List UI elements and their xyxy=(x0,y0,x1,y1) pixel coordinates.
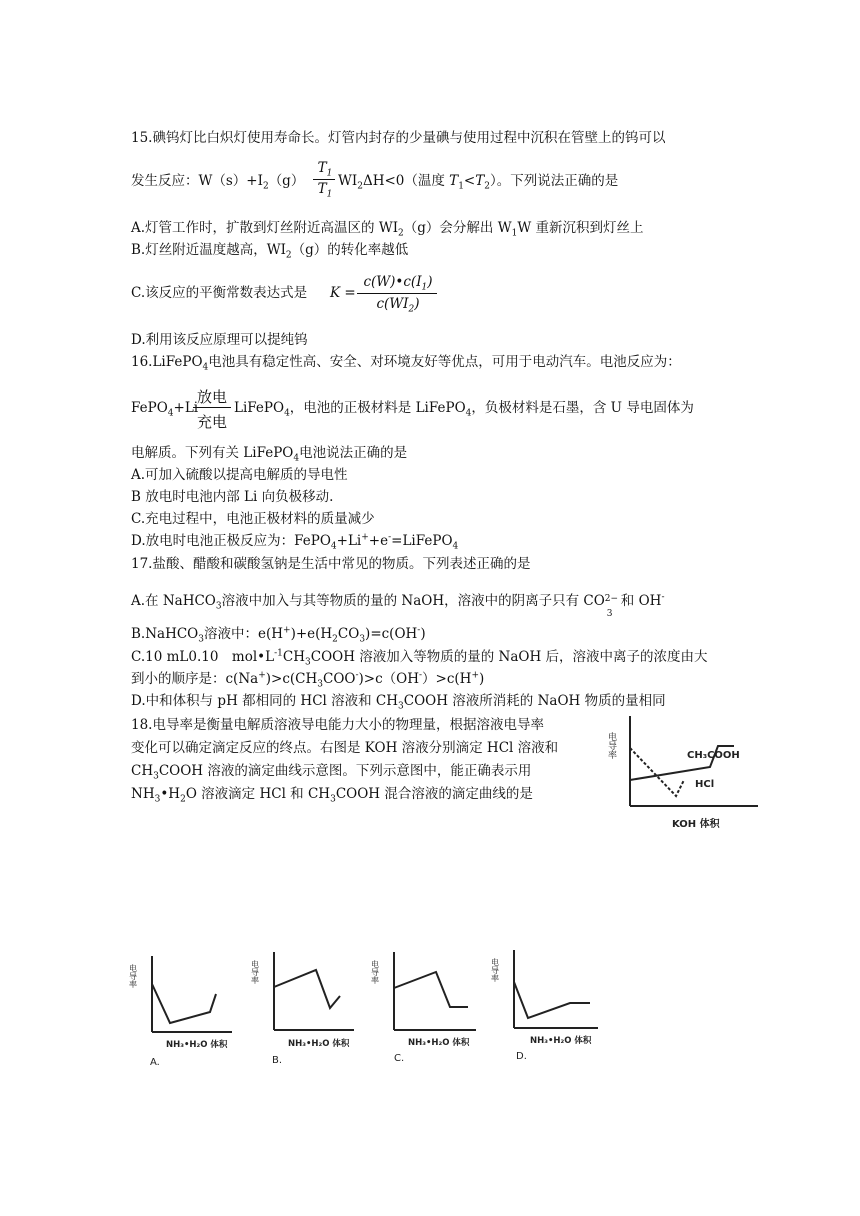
hcl-label: HCl xyxy=(695,779,715,790)
q15-option-a: A.灯管工作时，扩散到灯丝附近高温区的 $WI_2(g)$会分解出 $W_1W$ 重新沉积到灯丝上 xyxy=(131,220,644,239)
q15-arrow-top: $T_1$ xyxy=(317,160,333,179)
q16-arrow-bottom: 充电 xyxy=(196,413,227,431)
q15-option-b: B.灯丝附近温度越高，$WI_2(g)$的转化率越低 xyxy=(131,242,409,261)
y-axis-label: 电导率 xyxy=(606,732,616,759)
q16-equation-right: LiFePO$_4$，电池的正极材料是 LiFePO$_4$，负极材料是石墨，含 U 导电固体为 xyxy=(234,400,694,419)
q16-option-c: C.充电过程中，电池正极材料的质量减少 xyxy=(131,511,375,527)
q17-option-d: D.中和体积与 pH 都相同的 HCl 溶液和 $CH_3COOH$ 溶液所消耗的 NaOH 物质的量相同 xyxy=(131,693,666,712)
q16-stem-line1: 16.LiFePO$_4$电池具有稳定性高、安全、对环境友好等优点，可用于电动汽车。电池反应为： xyxy=(131,354,681,373)
svg-text:NH₃•H₂O 体积: NH₃•H₂O 体积 xyxy=(530,1036,592,1046)
q15-option-d: D.利用该反应原理可以提纯钨 xyxy=(131,332,308,348)
svg-text:NH₃•H₂O 体积: NH₃•H₂O 体积 xyxy=(408,1038,470,1048)
q15-arrow-bottom: $T_1$ xyxy=(317,181,333,200)
svg-text:电导率: 电导率 xyxy=(490,958,500,982)
q15-k-numerator: $c(W)•c(I_1)$ xyxy=(363,274,433,293)
q16-option-b: B 放电时电池内部 Li 向负极移动. xyxy=(131,489,334,505)
q15-k-fraction-line xyxy=(357,293,437,294)
q18-stem-line2: 变化可以确定滴定反应的终点。右图是 KOH 溶液分别滴定 HCl 溶液和 xyxy=(131,740,559,756)
q18-stem-line1: 18.电导率是衡量电解质溶液导电能力大小的物理量，根据溶液电导率 xyxy=(131,717,544,733)
titration-figure xyxy=(606,710,760,832)
q16-stem-line3: 电解质。下列有关 LiFePO$_4$电池说法正确的是 xyxy=(131,445,408,464)
q15-option-c: C.该反应的平衡常数表达式是 xyxy=(131,285,308,301)
q17-option-b: B.NaHCO$_3$溶液中：$e(H^+)+e(H_2CO_3)=c(OH^-)$ xyxy=(131,625,426,645)
q15-k-denominator: $c(WI_2)$ xyxy=(376,296,420,315)
svg-text:电导率: 电导率 xyxy=(250,960,260,984)
q16-option-d: D.放电时电池正极反应为：FePO$_4$+Li++e-=LiFePO$_4$ xyxy=(131,532,459,552)
svg-text:NH₃•H₂O 体积: NH₃•H₂O 体积 xyxy=(288,1039,350,1049)
q16-equation-left: FePO$_4$+Li xyxy=(131,400,199,419)
q15-k-symbol: K = xyxy=(330,285,356,301)
option-figure-c xyxy=(372,944,482,1064)
ch3cooh-label: CH₃COOH xyxy=(687,750,740,761)
option-figure-b xyxy=(252,946,362,1066)
svg-text:C.: C. xyxy=(394,1053,405,1064)
q15-arrow-line xyxy=(313,179,335,180)
q17-option-c-line2: 到小的顺序是：$c(Na^+)>c(CH_3COO^-)>c(OH^-)>c(H^+)$ xyxy=(131,670,485,690)
q17-stem: 17.盐酸、醋酸和碳酸氢钠是生活中常见的物质。下列表述正确的是 xyxy=(131,556,531,572)
q17-option-a: A.在 NaHCO$_3$溶液中加入与其等物质的量的 NaOH，溶液中的阴离子只有 CO 2− 3 和 OH- xyxy=(131,592,665,619)
q15-stem-line2-rest: $WI_2\Delta H<0$（温度 $T_1<T_2$）。下列说法正确的是 xyxy=(338,173,619,192)
option-figure-d xyxy=(492,942,604,1062)
q18-stem-line4: $NH_3•H_2O$ 溶液滴定 HCl 和 $CH_3COOH$ 混合溶液的滴定曲线的是 xyxy=(131,786,533,805)
q15-stem-line2: 发生反应：$W(s)+I_2(g)$ xyxy=(131,173,305,192)
svg-text:电导率: 电导率 xyxy=(370,960,380,984)
svg-text:B.: B. xyxy=(272,1055,283,1066)
svg-text:NH₃•H₂O 体积: NH₃•H₂O 体积 xyxy=(166,1040,228,1050)
option-figure-a xyxy=(130,950,240,1070)
x-axis-label: KOH 体积 xyxy=(672,819,720,830)
q16-arrow-top: 放电 xyxy=(196,388,227,406)
q15-stem-line1: 15.碘钨灯比白炽灯使用寿命长。灯管内封存的少量碘与使用过程中沉积在管壁上的钨可以 xyxy=(131,130,666,146)
q18-stem-line3: $CH_3COOH$ 溶液的滴定曲线示意图。下列示意图中，能正确表示用 xyxy=(131,763,532,782)
q16-arrow-line xyxy=(193,407,231,408)
q16-option-a: A.可加入硫酸以提高电解质的导电性 xyxy=(131,467,348,483)
q17-option-c-line1: C.10 mL0.10 $mol•L^{-1}CH_3COOH$ 溶液加入等物质的量的 NaOH 后，溶液中离子的浓度由大 xyxy=(131,648,708,668)
svg-text:D.: D. xyxy=(516,1051,527,1062)
svg-text:电导率: 电导率 xyxy=(128,964,138,988)
svg-text:A.: A. xyxy=(150,1057,160,1068)
